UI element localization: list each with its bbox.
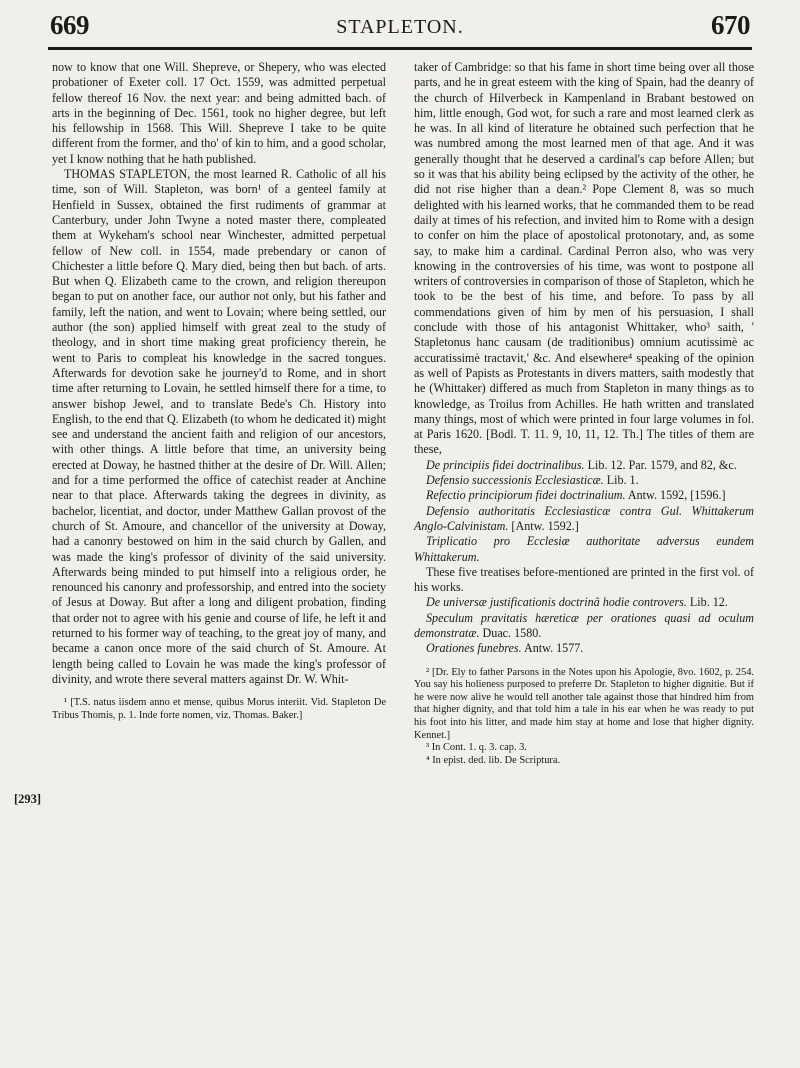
work-title-1: De principiis fidei doctrinalibus. Lib. 12. Par. 1579, and 82, &c. xyxy=(426,457,737,472)
left-paragraph-1: now to know that one Will. Shepreve, or Shepery, who was elected probationer of Exeter coll. 17 Oct. 1559, was admitted perpetual fellow thereof 16 Nov. the next year: and being admitted bach. of arts in the beginning of Dec. 1561, took no higher degree, but left his fellowship in 1568. This Will. Shepreve I take to be quite different from the former, and tho' of kin to him, and a good scholar, yet I know nothing that he hath published. xyxy=(52,60,386,166)
work-title-5: Triplicatio pro Ecclesiæ authoritate adversus eundem Whittakerum. xyxy=(414,534,754,564)
work-title-8: Speculum pravitatis hæreticæ per orationes quasi ad oculum demonstratæ. Duac. 1580. xyxy=(414,610,754,640)
work-title-2: Defensio successionis Ecclesiasticæ. Lib. 1. xyxy=(426,473,639,488)
right-column xyxy=(414,60,754,767)
footnote-separator-right xyxy=(414,657,754,667)
left-paragraph-2 xyxy=(52,167,386,687)
footnote-3: ³ In Cont. 1. q. 3. cap. 3. xyxy=(426,742,527,754)
page-number-right: 670 xyxy=(711,10,750,40)
footnote-4: ⁴ In epist. ded. lib. De Scriptura. xyxy=(426,754,561,766)
work-title-9: Orationes funebres. Antw. 1577. xyxy=(426,641,584,656)
footnote-separator xyxy=(52,687,386,697)
page-number-left: 669 xyxy=(50,10,89,40)
running-title: STAPLETON. xyxy=(336,16,464,38)
footnote-2: ² [Dr. Ely to father Parsons in the Notes upon his Apologie, 8vo. 1602, p. 254. You say his holieness purposed to preferre Dr. Stapleton to higher dignitie. But if he were now alive he would tell another tale against those that hindred him from that higher dignity, and that told him a tale in his ear when he was ready to put his foot into his litter, and made him stay at home and lose that higher dignity. Kennet.] xyxy=(414,666,754,741)
entry-name: THOMAS STAPLETON, xyxy=(64,167,191,182)
margin-reference: [293] xyxy=(14,792,42,806)
work-title-3: Refectio principiorum fidei doctrinalium. Antw. 1592, [1596.] xyxy=(426,488,726,503)
entry-body: the most learned R. Catholic of all his time, son of Will. Stapleton, was born¹ of a genteel family at Henfield in Sussex, obtained the first rudiments of grammar at Canterbury, under John Twyne a noted master there, compleated them at Wykeham's school near Winchester, admitted perpetual fellow of New coll. in 1554, made prebendary or canon of Chichester a little before Q. Mary died, being then but bach. of arts. But when Q. Elizabeth came to the crown, and religion thereupon began to put on another face, our author not only, but his father and family, left the nation, and went to Lovain; where being settled, our author (the son) applied himself with great zeal to the study of theology, and in short time making great proficiency therein, he went to Paris to compleat his knowledge in the sacred tongues. Afterwards for devotion sake he journey'd to Rome, and in short time after returning to Lovain, he settled himself there for a time, to answer bishop Jewel, and to translate Bede's Ch. History into English, to the end that Q. Elizabeth (to whom he dedicated it) might see and understand the ancient faith and religion of our ancestors, with other things. A little before that time, an university being erected at Doway, he hastned thither at the desire of Dr. Will. Allen; and for a time performed the office of catechist reader at Anchine near to that place. Afterwards taking the degrees in divinity, as bachelor, licentiat, and doctor, under Matthew Gallan provost of the church of St. Amoure, and chancellor of the university at Doway, had a canonry bestowed on him in the said church by Gallen, and was made the king's professor of divinity of the said university. Afterwards being minded to put himself into a religious order, he renounced his canonry and professorship, and entred into the society of Jesus at Doway. But after a long and diligent probation, finding that order not to agree with his genie and course of life, he left it and returned to his former way of teaching, to the great joy of many, and became a canon once more of the said church of St. Amoure. At length being called to Lovain he was made the king's professor of divinity, and wrote there several matters against Dr. W. Whit- xyxy=(52,167,386,686)
running-header xyxy=(50,10,750,46)
work-title-4: Defensio authoritatis Ecclesiasticæ contra Gul. Whittakerum Anglo-Calvinistam. [Antw. 1592.] xyxy=(414,503,754,533)
header-rule xyxy=(48,47,752,50)
left-column xyxy=(52,60,386,722)
footnote-1: ¹ [T.S. natus iisdem anno et mense, quibus Morus interiit. Vid. Stapleton De Tribus Thomis, p. 1. Inde forte nomen, viz. Thomas. Baker.] xyxy=(52,697,386,721)
work-title-7: De universæ justificationis doctrinâ hodie controvers. Lib. 12. xyxy=(426,595,728,610)
works-note: These five treatises before-mentioned are printed in the first vol. of his works. xyxy=(414,564,754,595)
right-paragraph-1: taker of Cambridge: so that his fame in short time being over all those parts, and he in great esteem with the king of Spain, had the deanry of the church of Hilverbeck in Kampenland in Brabant bestowed on him, little enough, God wot, for such a rare and most learned clerk as he was. In all kind of literature he obtained such perfection that he was numbred among the most learned men of that age. And it was generally thought that he deserved a cardinal's cap before Allen; but so it was that his ability being eclipsed by the activity of the other, he did not rise higher than a dean.² Pope Clement 8, was so much delighted with his learned works, that he commanded them to be read daily at times of his refection, and invited him to Rome with a design to confer on him the place of apostolical protonotary, and, as some say, to make him a cardinal. Cardinal Perron also, who was very knowing in the controversies of his time, was wont to postpone all writers of controversies in comparison of those of Stapleton, which he took to be the best of his time, and before. To pass by all commendations given of him by men of his persuasion, I shall conclude with those of his antagonist Whittaker, who³ saith, ' Stapletonus hanc causam (de traditionibus) omnium acutissimè ac accuratissimè tractavit,' &c. And elsewhere⁴ speaking of the opinion as well of Papists as Protestants in divers matters, saith modestly that he (Whittaker) differed as much from Stapleton in many things as to knowledge, as Troilus from Achilles. He hath written and translated many things, most of which were printed in four large volumes in fol. at Paris 1620. [Bodl. T. 11. 9, 10, 11, 12. Th.] The titles of them are these, xyxy=(414,60,754,457)
